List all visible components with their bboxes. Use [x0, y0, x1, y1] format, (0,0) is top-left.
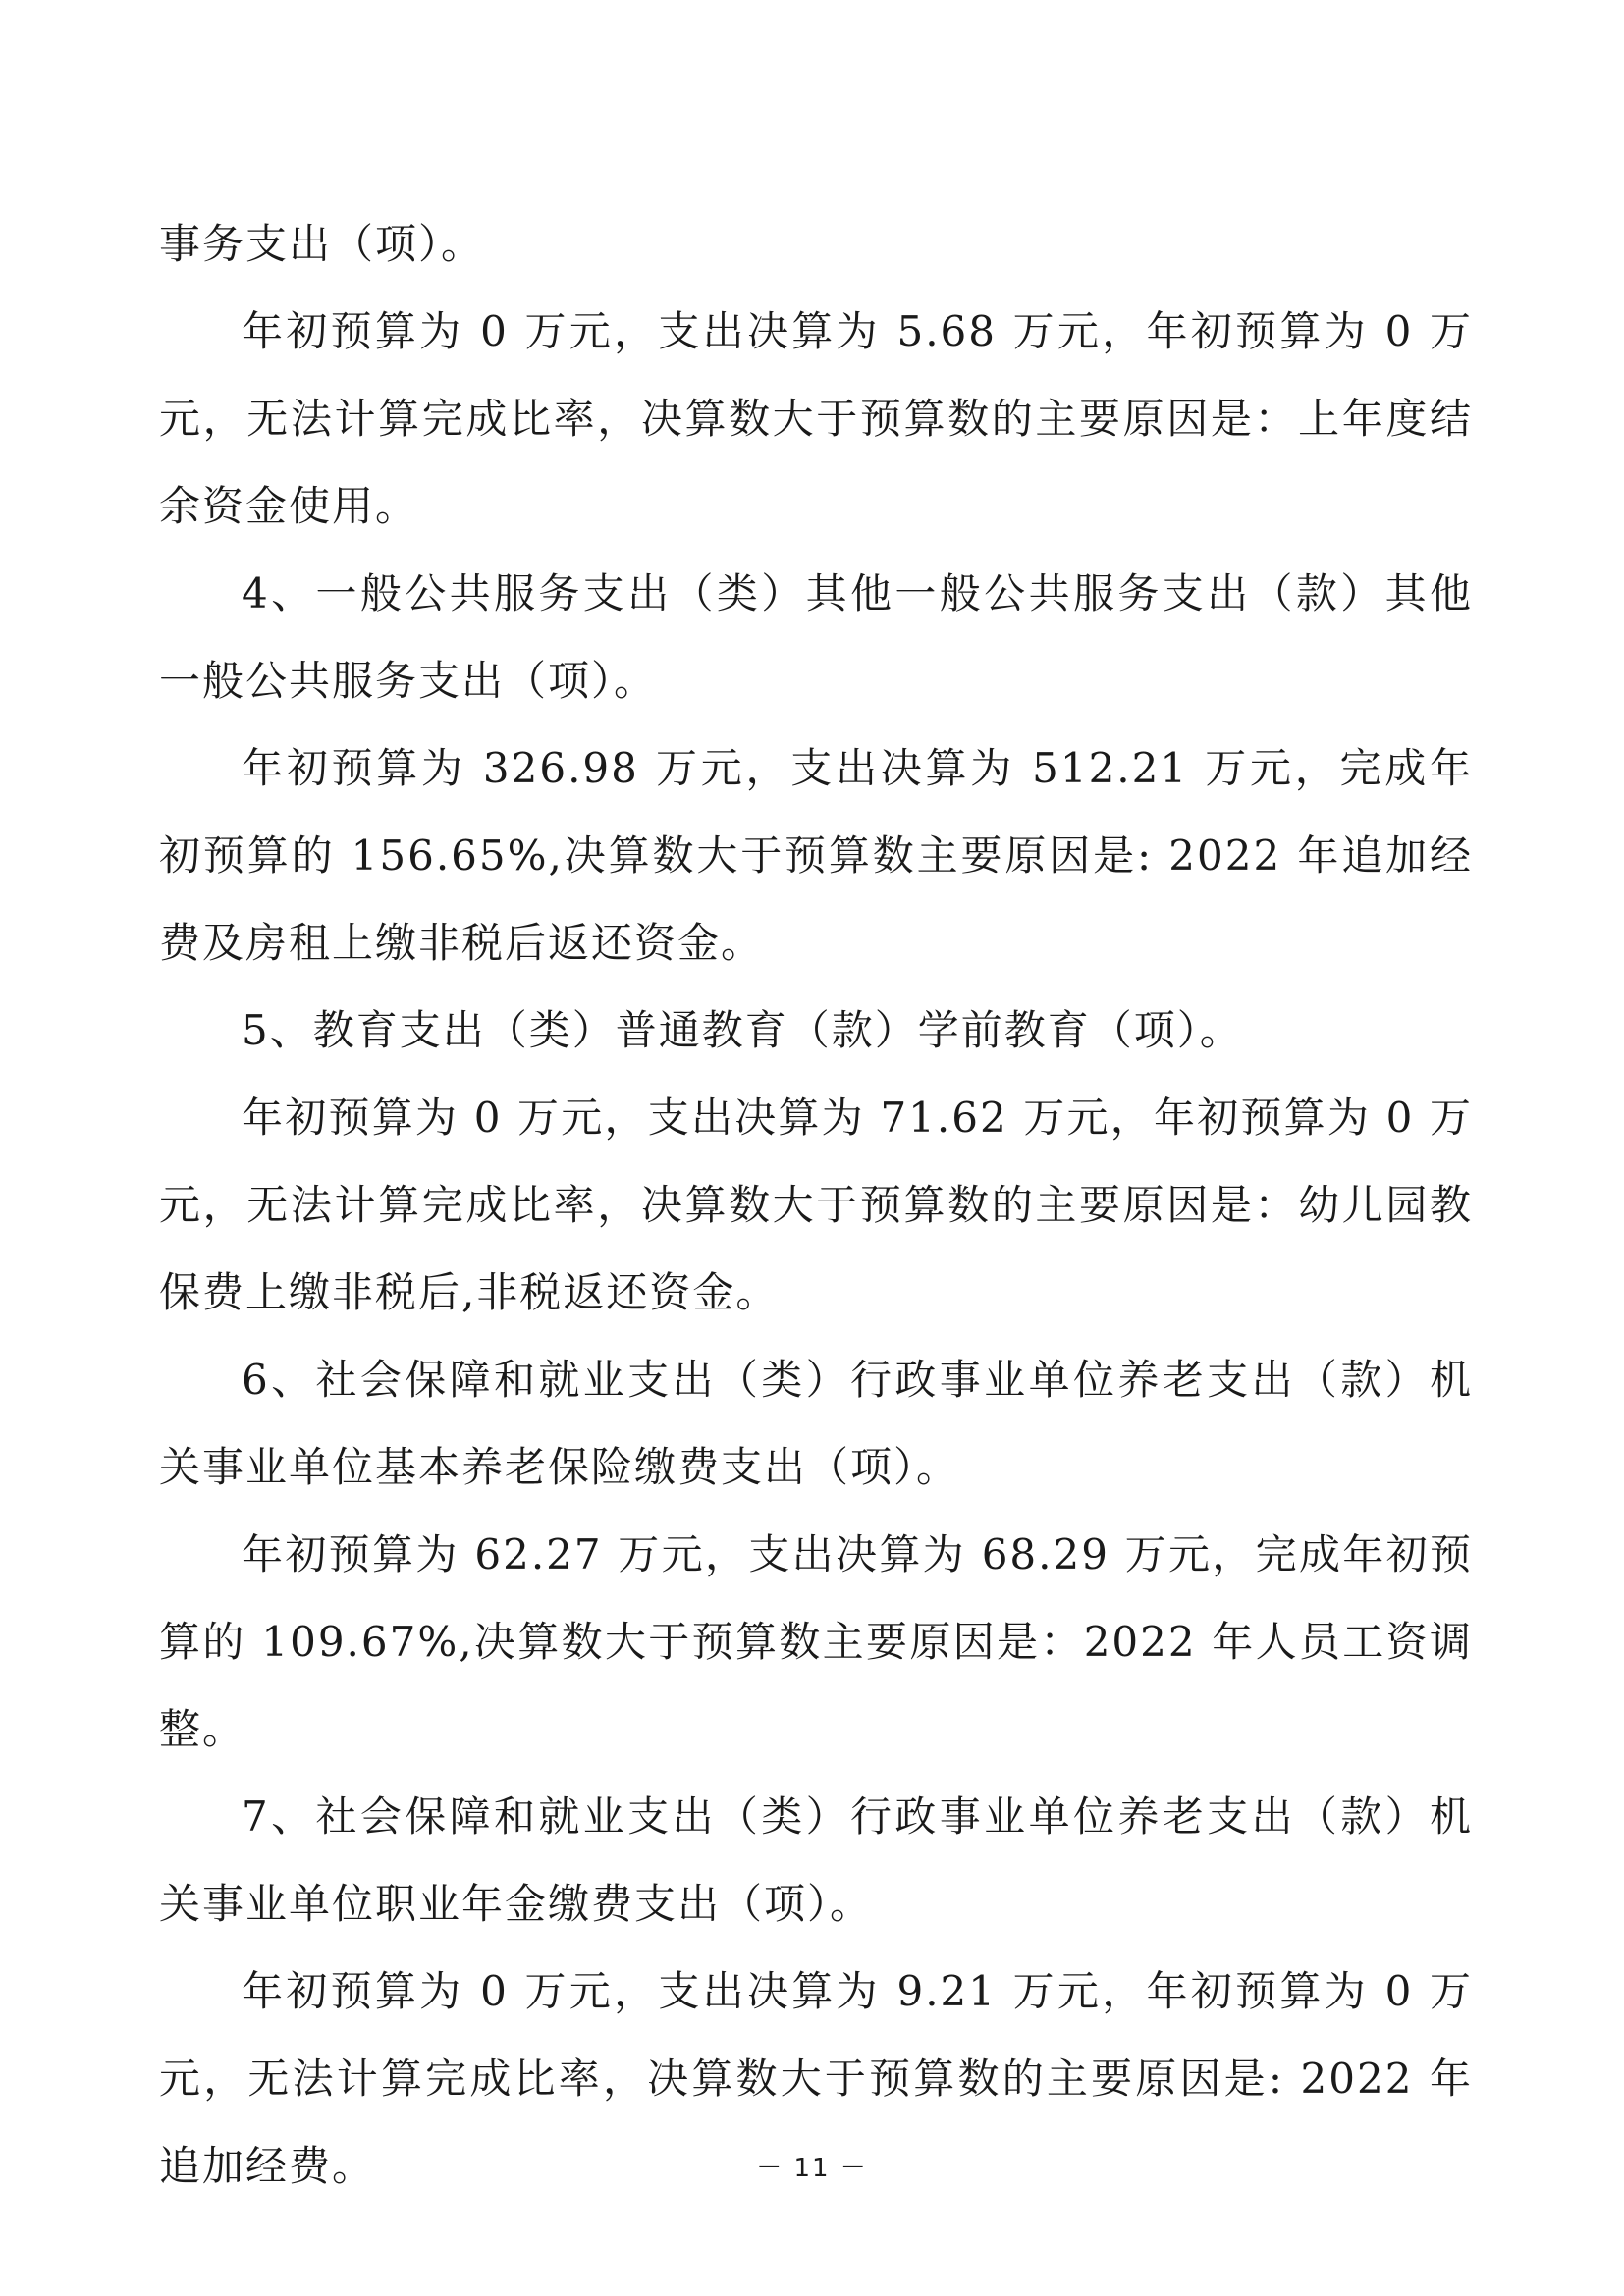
- paragraph-item-4-heading: 4、一般公共服务支出（类）其他一般公共服务支出（款）其他一般公共服务支出（项）。: [159, 569, 1473, 705]
- paragraph-item-5-heading: 5、教育支出（类）普通教育（款）学前教育（项）。: [242, 1006, 1243, 1054]
- document-body: [159, 200, 1473, 2210]
- paragraph-budget-note-3: 年初预算为 0 万元，支出决算为 5.68 万元，年初预算为 0 万元，无法计算完成比率，决算数大于预算数的主要原因是：上年度结余资金使用。: [159, 307, 1473, 530]
- paragraph-budget-note-5: 年初预算为 0 万元，支出决算为 71.62 万元，年初预算为 0 万元，无法计算完成比率，决算数大于预算数的主要原因是：幼儿园教保费上缴非税后,非税返还资金。: [159, 1094, 1473, 1316]
- paragraph-budget-note-4: 年初预算为 326.98 万元，支出决算为 512.21 万元，完成年初预算的 156.65%,决算数大于预算数主要原因是: 2022 年追加经费及房租上缴非税后返还资金。: [159, 744, 1473, 967]
- paragraph-budget-note-7: 年初预算为 0 万元，支出决算为 9.21 万元，年初预算为 0 万元，无法计算完成比率，决算数大于预算数的主要原因是: 2022 年追加经费。: [159, 1967, 1473, 2190]
- paragraph-item-7-heading: 7、社会保障和就业支出（类）行政事业单位养老支出（款）机关事业单位职业年金缴费支出（项）。: [159, 1792, 1473, 1928]
- paragraph-budget-note-6: 年初预算为 62.27 万元，支出决算为 68.29 万元，完成年初预算的 109.67%,决算数大于预算数主要原因是：2022 年人员工资调整。: [159, 1530, 1473, 1753]
- paragraph-continuation: 事务支出（项）。: [159, 220, 485, 268]
- paragraph-item-6-heading: 6、社会保障和就业支出（类）行政事业单位养老支出（款）机关事业单位基本养老保险缴费支出（项）。: [159, 1356, 1473, 1491]
- page-number: － 11 －: [756, 2154, 868, 2183]
